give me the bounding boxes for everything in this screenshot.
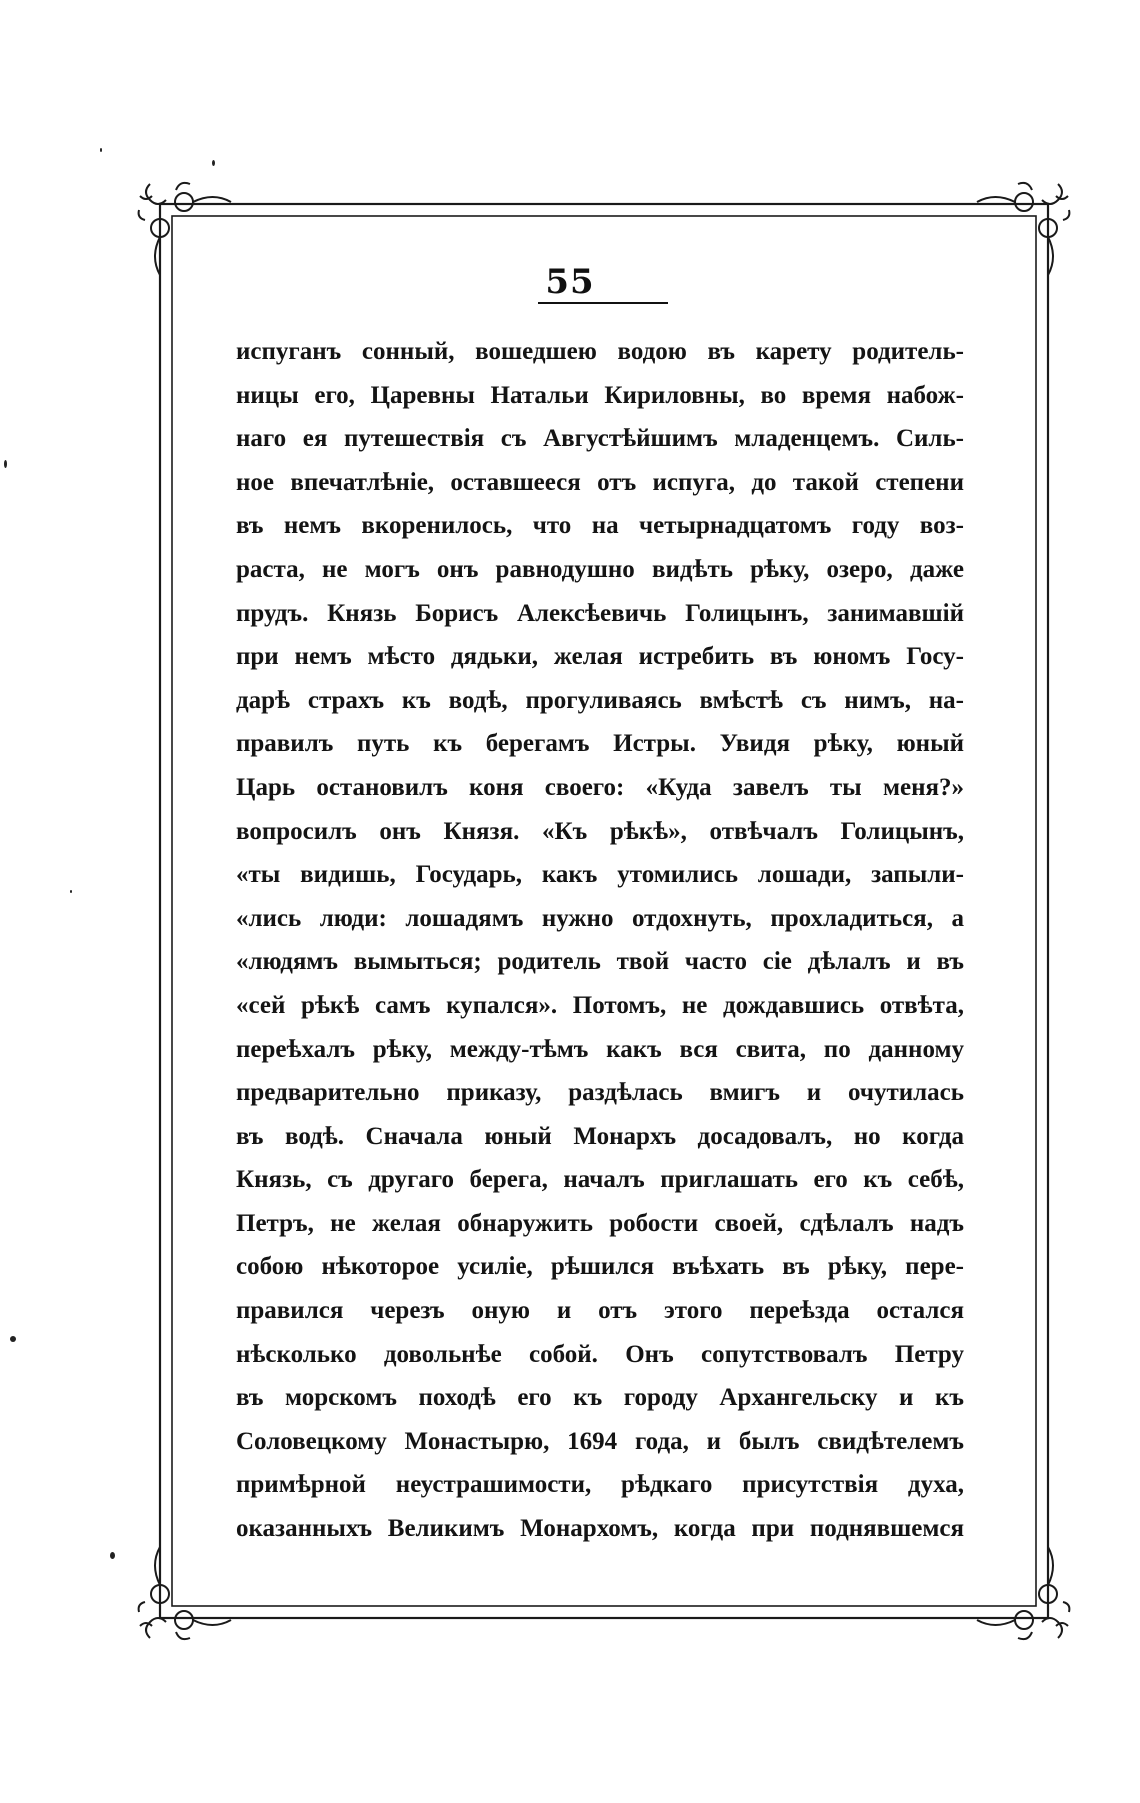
text-line: примѣрной неустрашимости, рѣдкаго присутствія духа,	[236, 1471, 964, 1499]
text-line: вопросилъ онъ Князя. «Къ рѣкѣ», отвѣчалъ Голицынъ,	[236, 817, 964, 845]
page-number: 55	[545, 262, 595, 302]
text-line: правился черезъ оную и отъ этого переѣзда остался	[236, 1297, 964, 1325]
scan-speck	[212, 160, 215, 166]
text-line: прудъ. Князь Борисъ Алексѣевичь Голицынъ, занимавшій	[236, 599, 964, 627]
text-line: ное впечатлѣніе, оставшееся отъ испуга, до такой степени	[236, 468, 964, 496]
scan-speck	[100, 148, 102, 152]
text-line: правилъ путь къ берегамъ Истры. Увидя рѣку, юный	[236, 730, 964, 758]
text-line: испуганъ сонный, вошедшею водою въ карету родитель-	[236, 338, 964, 365]
text-line: «людямъ вымыться; родитель твой часто сіе дѣлалъ и въ	[236, 948, 964, 976]
text-line: дарѣ страхъ къ водѣ, прогуливаясь вмѣстѣ съ нимъ, на-	[236, 686, 964, 714]
text-line: наго ея путешествія съ Августѣйшимъ младенцемъ. Силь-	[236, 425, 964, 453]
text-line: Князь, съ другаго берега, началъ приглашать его къ себѣ,	[236, 1166, 964, 1194]
corner-ornament-bottom-left	[139, 1547, 231, 1639]
text-line: оказанныхъ Великимъ Монархомъ, когда при поднявшемся	[236, 1515, 964, 1543]
text-line: Царь остановилъ коня своего: «Куда завелъ ты меня?»	[236, 773, 964, 801]
text-line: въ морскомъ походѣ его къ городу Архангельску и къ	[236, 1384, 964, 1412]
text-line: Соловецкому Монастырю, 1694 года, и былъ свидѣтелемъ	[236, 1427, 964, 1455]
text-line: предварительно приказу, раздѣлась вмигъ и очутилась	[236, 1079, 964, 1107]
text-line: Петръ, не желая обнаружить робости своей, сдѣлалъ надъ	[236, 1209, 964, 1237]
corner-ornament-bottom-right	[977, 1547, 1069, 1639]
scan-speck	[110, 1552, 115, 1559]
text-line: раста, не могъ онъ равнодушно видѣть рѣку, озеро, даже	[236, 555, 964, 583]
text-line: въ немъ вкоренилось, что на четырнадцатомъ году воз-	[236, 512, 964, 540]
text-line: въ водѣ. Сначала юный Монархъ досадовалъ, но когда	[236, 1122, 964, 1150]
text-line: ницы его, Царевны Натальи Кириловны, во время набож-	[236, 381, 964, 409]
scan-speck	[4, 460, 7, 468]
scan-speck	[70, 890, 72, 893]
text-line: «ты видишь, Государь, какъ утомились лошади, запыли-	[236, 861, 964, 889]
text-line: при немъ мѣсто дядьки, желая истребить въ юномъ Госу-	[236, 643, 964, 671]
text-line: нѣсколько довольнѣе собой. Онъ сопутствовалъ Петру	[236, 1340, 964, 1368]
page-number-underline	[538, 302, 668, 304]
text-line: собою нѣкоторое усиліе, рѣшился въѣхать въ рѣку, пере-	[236, 1253, 964, 1281]
body-text	[236, 330, 964, 1551]
scan-speck	[10, 1336, 16, 1342]
text-line: переѣхалъ рѣку, между-тѣмъ какъ вся свита, по данному	[236, 1035, 964, 1063]
text-line: «сей рѣкѣ самъ купался». Потомъ, не дождавшись отвѣта,	[236, 991, 964, 1019]
text-line: «лись люди: лошадямъ нужно отдохнуть, прохладиться, а	[236, 904, 964, 932]
